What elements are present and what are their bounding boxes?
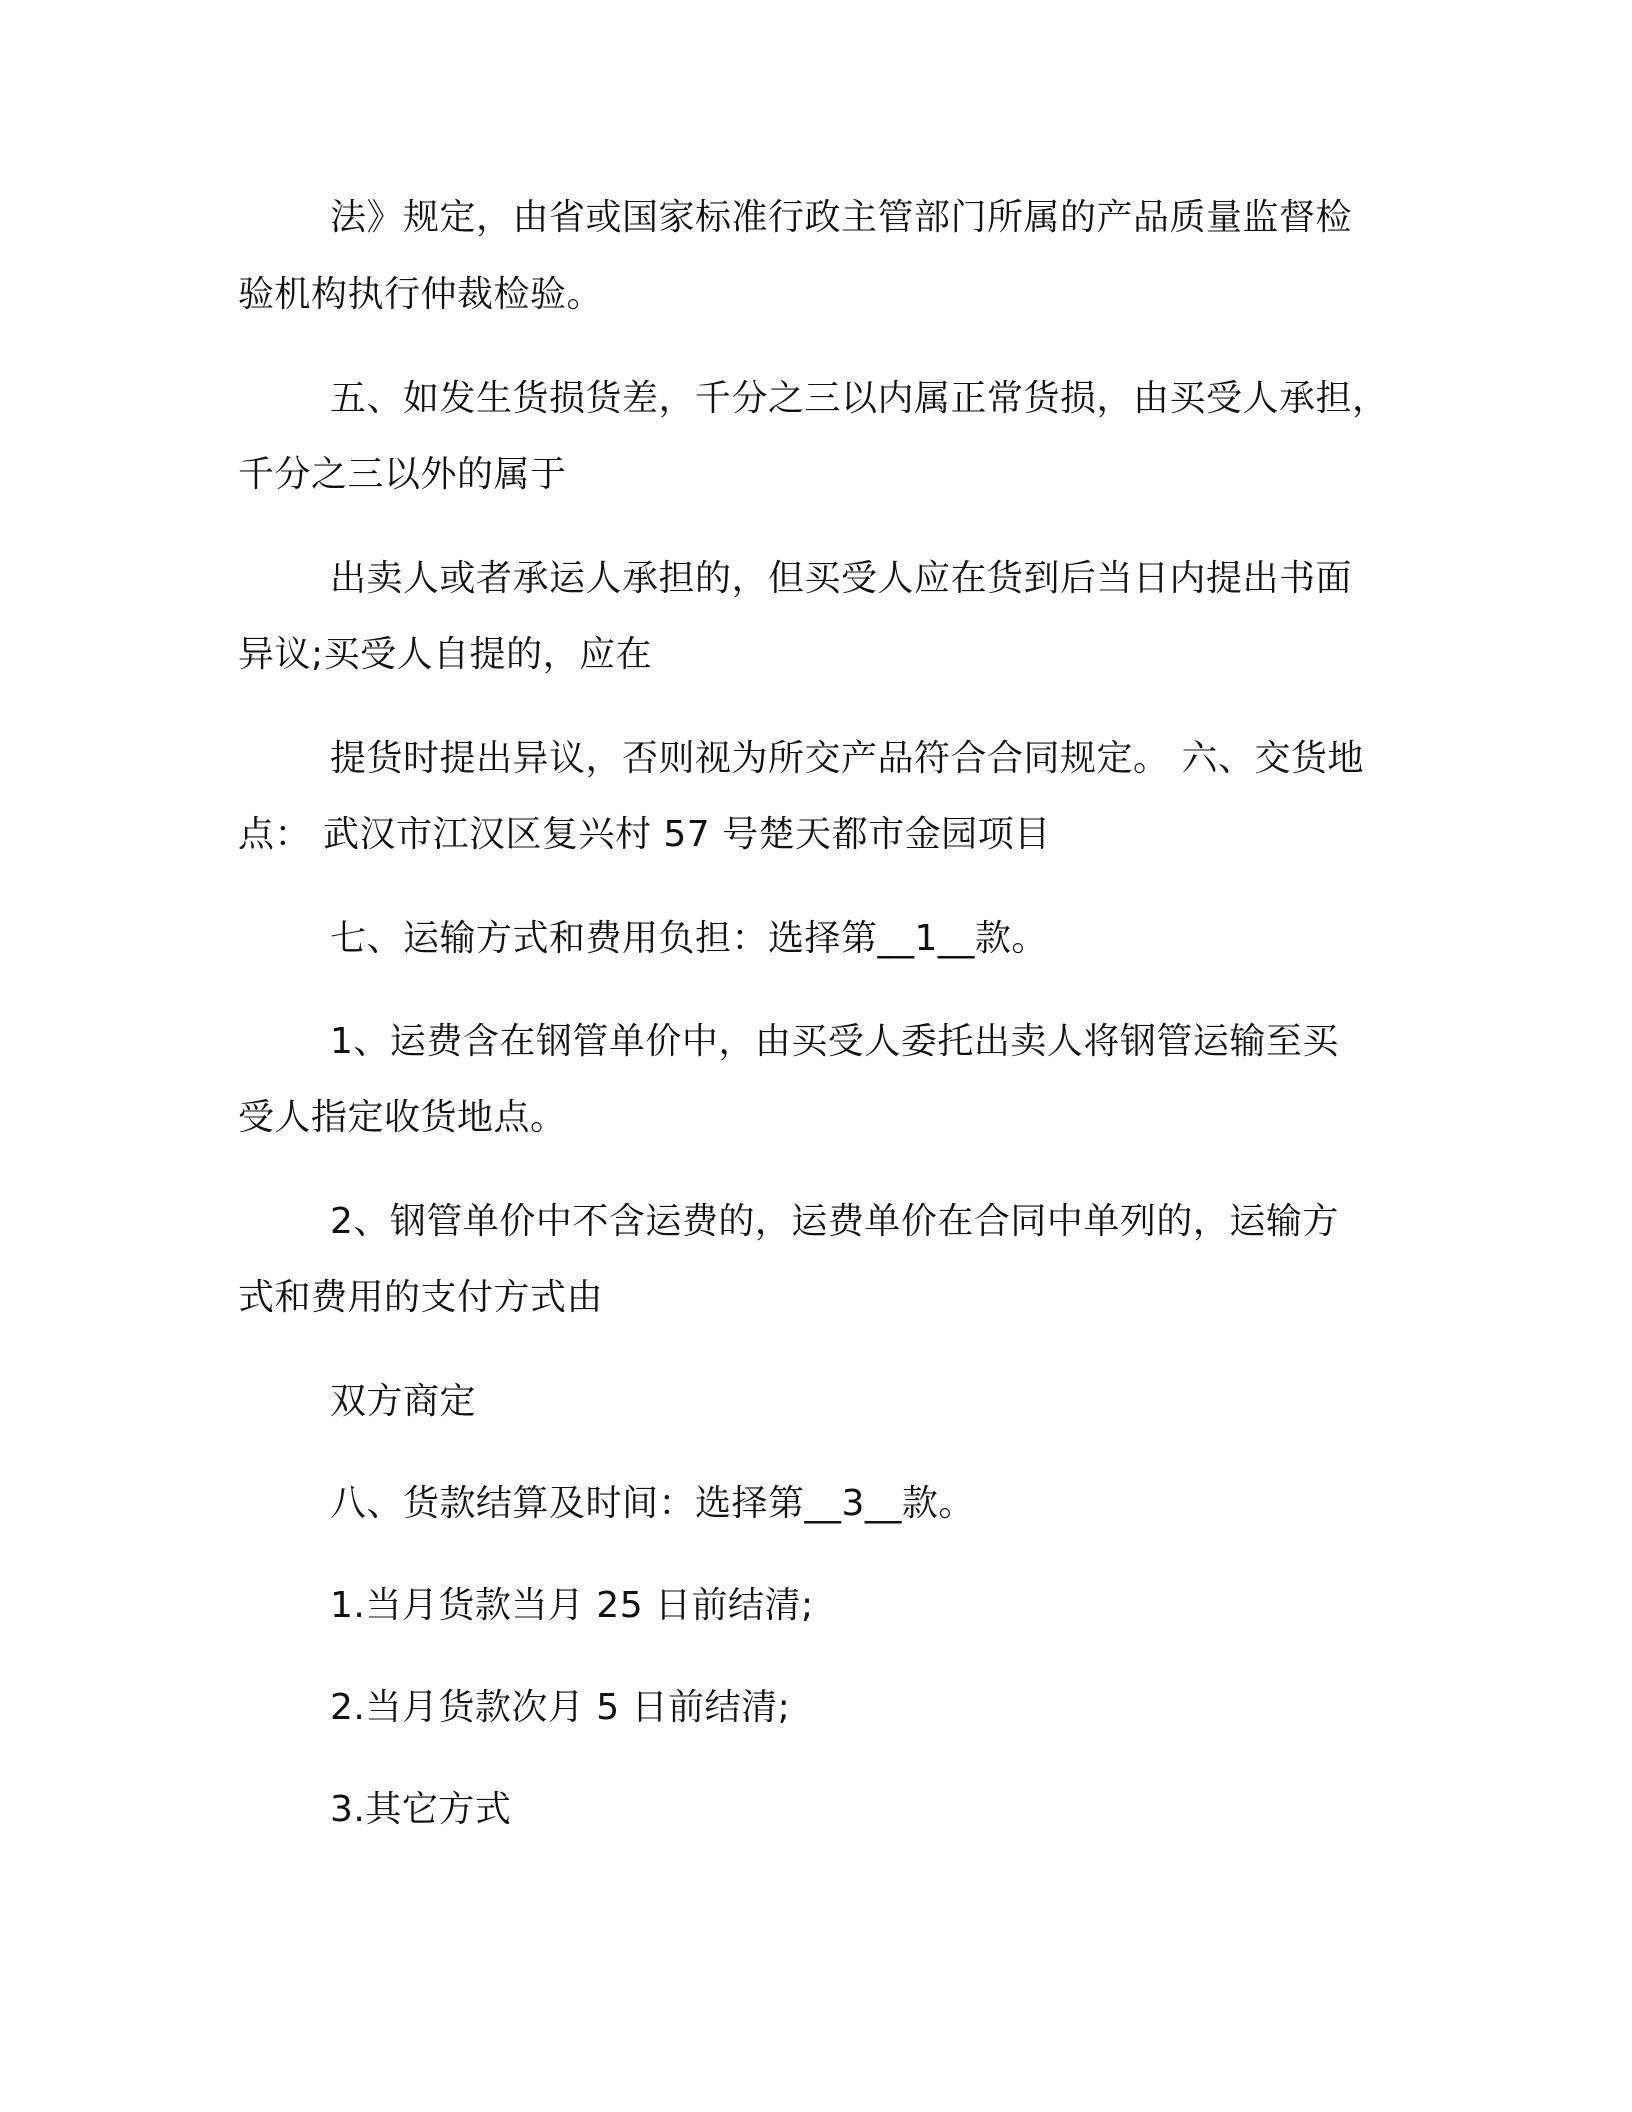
text-line: 式和费用的支付方式由 bbox=[238, 1277, 604, 1318]
text-line: 提货时提出异议，否则视为所交产品符合合同规定。 六、交货地 bbox=[330, 738, 1364, 779]
text-line: 法》规定，由省或国家标准行政主管部门所属的产品质量监督检 bbox=[330, 197, 1353, 238]
text-line: 2.当月货款次月 5 日前结清; bbox=[330, 1687, 791, 1728]
text-line: 异议;买受人自提的，应在 bbox=[238, 634, 653, 675]
text-line: 受人指定收货地点。 bbox=[238, 1097, 567, 1138]
text-line: 1、运费含在钢管单价中，由买受人委托出卖人将钢管运输至买 bbox=[330, 1021, 1339, 1062]
text-line: 八、货款结算及时间：选择第__3__款。 bbox=[330, 1483, 975, 1524]
text-line: 出卖人或者承运人承担的，但买受人应在货到后当日内提出书面 bbox=[330, 558, 1353, 599]
text-line: 1.当月货款当月 25 日前结清; bbox=[330, 1585, 814, 1626]
text-line: 点： 武汉市江汉区复兴村 57 号楚天都市金园项目 bbox=[238, 814, 1051, 855]
text-line: 双方商定 bbox=[330, 1381, 477, 1422]
text-line: 3.其它方式 bbox=[330, 1789, 512, 1830]
text-line: 七、运输方式和费用负担：选择第__1__款。 bbox=[330, 918, 1048, 959]
text-line: 五、如发生货损货差，千分之三以内属正常货损，由买受人承担， bbox=[330, 378, 1389, 419]
text-line: 千分之三以外的属于 bbox=[238, 454, 567, 495]
text-line: 验机构执行仲裁检验。 bbox=[238, 274, 604, 315]
text-line: 2、钢管单价中不含运费的，运费单价在合同中单列的，运输方 bbox=[330, 1201, 1339, 1242]
